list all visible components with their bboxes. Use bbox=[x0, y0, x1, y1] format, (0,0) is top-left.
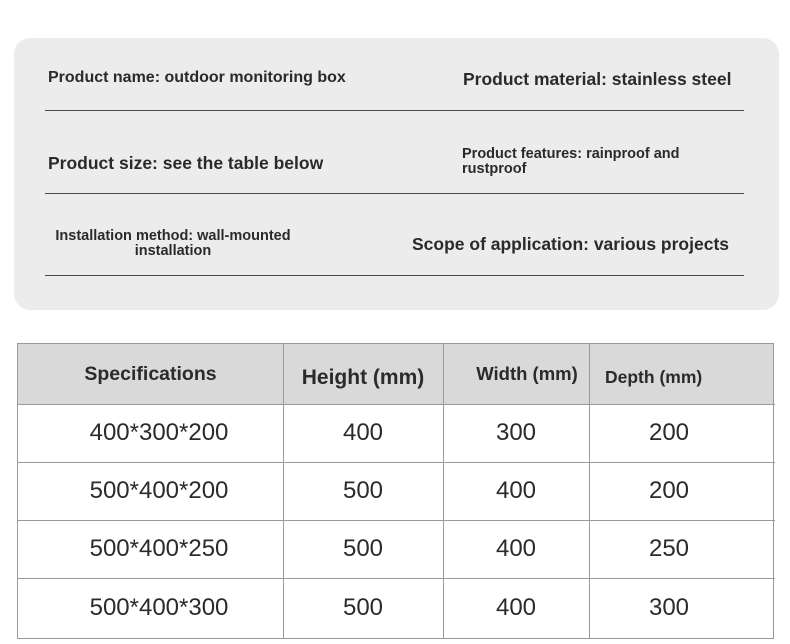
header-height: Height (mm) bbox=[283, 344, 443, 404]
column-divider bbox=[283, 344, 284, 638]
table-cell-width: 400 bbox=[495, 535, 537, 562]
row-divider bbox=[18, 404, 775, 405]
row-divider bbox=[18, 578, 775, 579]
header-depth: Depth (mm) bbox=[589, 344, 773, 404]
table-cell-depth: 300 bbox=[648, 594, 690, 621]
table-cell-spec: 500*400*250 bbox=[89, 535, 229, 562]
header-specifications: Specifications bbox=[18, 344, 283, 404]
table-cell-depth: 250 bbox=[648, 535, 690, 562]
table-cell-height: 500 bbox=[342, 477, 384, 504]
installation-method: Installation method: wall-mounted installation bbox=[55, 228, 291, 260]
product-features: Product features: rainproof and rustproof bbox=[462, 146, 680, 178]
info-divider-1 bbox=[45, 110, 744, 111]
table-cell-spec: 500*400*200 bbox=[89, 477, 229, 504]
table-cell-depth: 200 bbox=[648, 419, 690, 446]
product-material: Product material: stainless steel bbox=[463, 69, 732, 89]
info-divider-2 bbox=[45, 193, 744, 194]
product-name: Product name: outdoor monitoring box bbox=[48, 69, 346, 86]
table-cell-width: 400 bbox=[495, 477, 537, 504]
table-cell-height: 500 bbox=[342, 535, 384, 562]
header-width: Width (mm) bbox=[443, 344, 589, 404]
table-cell-width: 300 bbox=[495, 419, 537, 446]
specifications-table bbox=[17, 343, 774, 639]
column-divider bbox=[443, 344, 444, 638]
product-size: Product size: see the table below bbox=[48, 153, 324, 173]
table-cell-spec: 400*300*200 bbox=[89, 419, 229, 446]
column-divider bbox=[589, 344, 590, 638]
table-cell-height: 500 bbox=[342, 594, 384, 621]
application-scope: Scope of application: various projects bbox=[412, 234, 730, 254]
row-divider bbox=[18, 520, 775, 521]
table-cell-height: 400 bbox=[342, 419, 384, 446]
row-divider bbox=[18, 462, 775, 463]
product-info-panel bbox=[14, 38, 779, 310]
table-cell-spec: 500*400*300 bbox=[89, 594, 229, 621]
table-cell-width: 400 bbox=[495, 594, 537, 621]
info-divider-3 bbox=[45, 275, 744, 276]
table-cell-depth: 200 bbox=[648, 477, 690, 504]
